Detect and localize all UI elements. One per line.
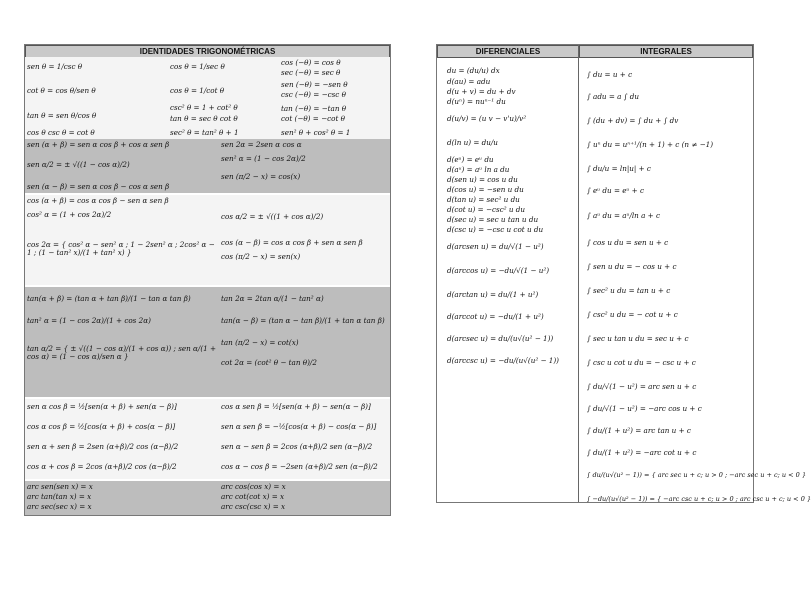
formula: ∫ −du/(u√(u² − 1)) = { −arc csc u + c; u > 0 ; arc csc u + c; u < 0 } bbox=[587, 495, 811, 503]
formula: ∫ cos u du = sen u + c bbox=[587, 238, 669, 247]
formula: d(ln u) = du/u bbox=[447, 138, 498, 147]
formula: arc cot(cot x) = x bbox=[221, 492, 285, 501]
formula: ∫ du/(1 + u²) = −arc cot u + c bbox=[587, 448, 697, 457]
formula: arc sec(sec x) = x bbox=[27, 502, 92, 511]
formula: d(sen u) = cos u du bbox=[447, 175, 518, 184]
formula: ∫ du/(1 + u²) = arc tan u + c bbox=[587, 426, 691, 435]
formula: d(uⁿ) = nuⁿ⁻¹ du bbox=[447, 97, 506, 106]
integrals-header: INTEGRALES bbox=[579, 45, 753, 58]
formula: cos (π/2 − x) = sen(x) bbox=[221, 252, 301, 261]
formula: cos (α − β) = cos α cos β + sen α sen β bbox=[221, 238, 363, 247]
formula: du = (du/u) dx bbox=[447, 66, 500, 75]
formula: ∫ du/√(1 − u²) = −arc cos u + c bbox=[587, 404, 702, 413]
formula: csc² θ = 1 + cot² θ bbox=[170, 103, 238, 112]
section-sine bbox=[25, 139, 390, 193]
formula: cos 2α = { cos² α − sen² α ; 1 − 2sen² α ; 2cos² α − 1 ; (1 − tan² x)/(1 + tan² x) } bbox=[27, 240, 215, 257]
formula: ∫ eᵘ du = eᵘ + c bbox=[587, 186, 644, 195]
integrals-list bbox=[587, 65, 811, 511]
formula: cos α/2 = ± √((1 + cos α)/2) bbox=[221, 212, 324, 221]
formula: sen (π/2 − x) = cos(x) bbox=[221, 172, 301, 181]
section-tangent bbox=[25, 287, 390, 397]
formula: cot (−θ) = −cot θ bbox=[281, 114, 345, 123]
formula: sen α sen β = −½[cos(α + β) − cos(α − β)] bbox=[221, 422, 377, 431]
trig-identities-title: IDENTIDADES TRIGONOMÉTRICAS bbox=[25, 45, 390, 58]
formula: d(arcsec u) = du/(u√(u² − 1)) bbox=[447, 334, 554, 343]
formula: sen 2α = 2sen α cos α bbox=[221, 140, 302, 149]
formula: d(arctan u) = du/(1 + u²) bbox=[447, 290, 539, 299]
formula: ∫ sen u du = − cos u + c bbox=[587, 262, 677, 271]
formula: tan(α − β) = (tan α − tan β)/(1 + tan α tan β) bbox=[221, 316, 385, 325]
formula: arc sen(sen x) = x bbox=[27, 482, 93, 491]
formula: ∫ aᵘ du = aᵘ/ln a + c bbox=[587, 211, 660, 220]
formula: cot 2α = (cot² θ − tan θ)/2 bbox=[221, 358, 317, 367]
formula: sen (α − β) = sen α cos β − cos α sen β bbox=[27, 182, 170, 191]
formula: sen α cos β = ½[sen(α + β) + sen(α − β)] bbox=[27, 402, 177, 411]
formula: sec (−θ) = sec θ bbox=[281, 68, 341, 77]
formula: d(aᵘ) = aᵘ ln a du bbox=[447, 165, 510, 174]
formula: ∫ du = u + c bbox=[587, 70, 633, 79]
formula: sen α/2 = ± √((1 − cos α)/2) bbox=[27, 160, 130, 169]
formula: tan (π/2 − x) = cot(x) bbox=[221, 338, 299, 347]
differentials-list bbox=[447, 65, 577, 371]
calculus-sheet bbox=[436, 44, 811, 503]
formula: ∫ du/u = ln|u| + c bbox=[587, 164, 651, 173]
formula: sen θ = 1/csc θ bbox=[27, 62, 83, 71]
formula: d(au) = adu bbox=[447, 77, 491, 86]
formula: cos α sen β = ½[sen(α + β) − sen(α − β)] bbox=[221, 402, 371, 411]
formula: cos α + cos β = 2cos (α+β)/2 cos (α−β)/2 bbox=[27, 462, 177, 471]
formula: sen (−θ) = −sen θ bbox=[281, 80, 348, 89]
formula: cos θ = 1/sec θ bbox=[170, 62, 225, 71]
formula: tan θ = sen θ/cos θ bbox=[27, 111, 97, 120]
formula: sen (α + β) = sen α cos β + cos α sen β bbox=[27, 140, 170, 149]
formula: arc cos(cos x) = x bbox=[221, 482, 286, 491]
formula: cos² α = (1 + cos 2α)/2 bbox=[27, 210, 112, 219]
formula: tan θ = sec θ cot θ bbox=[170, 114, 238, 123]
formula: cos θ csc θ = cot θ bbox=[27, 128, 95, 137]
formula: tan α/2 = { ± √((1 − cos α)/(1 + cos α)) ; sen α/(1 + cos α) = (1 − cos α)/sen α } bbox=[27, 344, 217, 361]
formula: tan² α = (1 − cos 2α)/(1 + cos 2α) bbox=[27, 316, 151, 325]
formula: d(u + v) = du + dv bbox=[447, 87, 516, 96]
formula: cos (−θ) = cos θ bbox=[281, 58, 341, 67]
formula: ∫ csc u cot u du = − csc u + c bbox=[587, 358, 696, 367]
formula: d(sec u) = sec u tan u du bbox=[447, 215, 539, 224]
section-product-to-sum bbox=[25, 399, 390, 479]
formula: ∫ du/√(1 − u²) = arc sen u + c bbox=[587, 382, 697, 391]
formula: cos α cos β = ½[cos(α + β) + cos(α − β)] bbox=[27, 422, 176, 431]
formula: d(eᵘ) = eᵘ du bbox=[447, 155, 494, 164]
formula: d(u/v) = (u v − v'u)/v² bbox=[447, 114, 527, 123]
formula: d(arcsen u) = du/√(1 − u²) bbox=[447, 242, 544, 251]
formula: ∫ adu = a ∫ du bbox=[587, 92, 639, 101]
section-inverse bbox=[25, 481, 390, 515]
formula: sen² α = (1 − cos 2α)/2 bbox=[221, 154, 306, 163]
formula: csc (−θ) = −csc θ bbox=[281, 90, 346, 99]
formula: d(arccsc u) = −du/(u√(u² − 1)) bbox=[447, 356, 559, 365]
formula: cos (α + β) = cos α cos β − sen α sen β bbox=[27, 196, 169, 205]
formula: d(tan u) = sec² u du bbox=[447, 195, 520, 204]
trig-identities-sheet bbox=[24, 44, 391, 516]
formula: ∫ uⁿ du = uⁿ⁺¹/(n + 1) + c (n ≠ −1) bbox=[587, 140, 714, 149]
formula: ∫ sec u tan u du = sec u + c bbox=[587, 334, 689, 343]
formula: d(arccos u) = −du/√(1 − u²) bbox=[447, 266, 550, 275]
formula: d(cos u) = −sen u du bbox=[447, 185, 524, 194]
differentials-header: DIFERENCIALES bbox=[437, 45, 579, 58]
column-divider bbox=[578, 45, 579, 502]
section-cosine bbox=[25, 195, 390, 285]
formula: ∫ csc² u du = − cot u + c bbox=[587, 310, 678, 319]
formula: tan 2α = 2tan α/(1 − tan² α) bbox=[221, 294, 324, 303]
formula: arc csc(csc x) = x bbox=[221, 502, 286, 511]
formula: cos α − cos β = −2sen (α+β)/2 sen (α−β)/2 bbox=[221, 462, 378, 471]
formula: sen² θ + cos² θ = 1 bbox=[281, 128, 351, 137]
formula: d(csc u) = −csc u cot u du bbox=[447, 225, 544, 234]
formula: tan(α + β) = (tan α + tan β)/(1 − tan α tan β) bbox=[27, 294, 191, 303]
formula: cos θ = 1/cot θ bbox=[170, 86, 225, 95]
formula: sen α + sen β = 2sen (α+β)/2 cos (α−β)/2 bbox=[27, 442, 179, 451]
formula: sec² θ = tan² θ + 1 bbox=[170, 128, 239, 137]
formula: arc tan(tan x) = x bbox=[27, 492, 92, 501]
formula: tan (−θ) = −tan θ bbox=[281, 104, 347, 113]
formula: ∫ du/(u√(u² − 1)) = { arc sec u + c; u > 0 ; −arc sec u + c; u < 0 } bbox=[587, 471, 806, 479]
formula: d(arccot u) = −du/(1 + u²) bbox=[447, 312, 544, 321]
formula: ∫ (du + dv) = ∫ du + ∫ dv bbox=[587, 116, 679, 125]
formula: sen α − sen β = 2cos (α+β)/2 sen (α−β)/2 bbox=[221, 442, 373, 451]
formula: cot θ = cos θ/sen θ bbox=[27, 86, 96, 95]
formula: ∫ sec² u du = tan u + c bbox=[587, 286, 671, 295]
formula: d(cot u) = −csc² u du bbox=[447, 205, 526, 214]
